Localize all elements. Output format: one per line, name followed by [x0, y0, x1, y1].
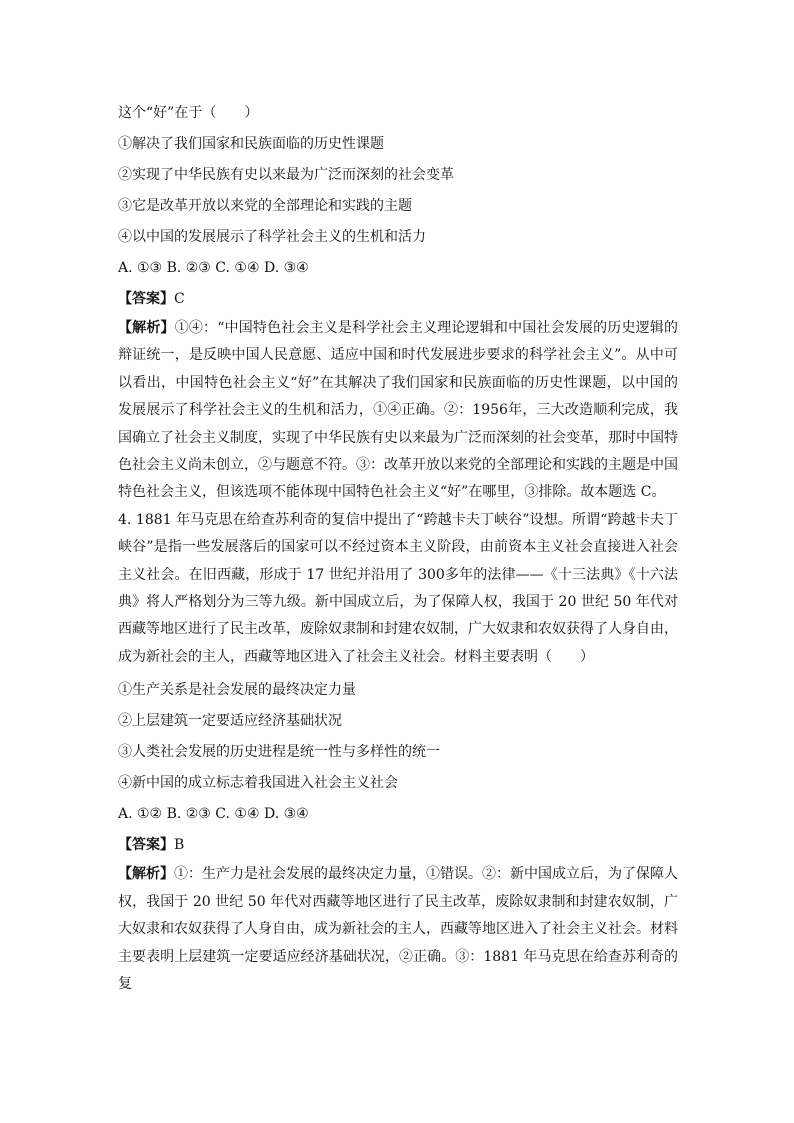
q3-analysis-text: ①④：“中国特色社会主义是科学社会主义理论逻辑和中国社会发展的历史逻辑的辩证统一，是反映中国人民意愿、适应中国和时代发展进步要求的科学社会主义”。从中可以看出，中国特色社会主义“好”在其解决了我们国家和民族面临的历史性课题，以中国的发展展示了科学社会主义的生机和活力，①④正确。②：1956年，三大改造顺利完成，我国确立了社会主义制度，实现了中华民族有史以来最为广泛而深刻的社会变革，那时中国特色社会主义尚未创立，②与题意不符。③：改革开放以来党的全部理论和实践的主题是中国特色社会主义，但该选项不能体现中国特色社会主义“好”在哪里，③排除。故本题选 C。 [118, 320, 679, 501]
q3-option-1: ①解决了我们国家和民族面临的历史性课题 [118, 136, 384, 152]
q3-answer [118, 284, 678, 315]
q4-analysis-label: 【解析】 [118, 866, 174, 883]
q4-answer [118, 830, 678, 861]
q4-stem: 4. 1881 年马克思在给查苏利奇的复信中提出了“跨越卡夫丁峡谷”设想。所谓“跨越卡夫丁峡谷”是指一些发展落后的国家可以不经过资本主义阶段，由前资本主义社会直接进入社会主义社会。在旧西藏，形成于 17 世纪并沿用了 300多年的法律——《十三法典》《十六法典》将人严格划分为三等九级。新中国成立后，为了保障人权，我国于 20 世纪 50 年代对西藏等地区进行了民主改革，废除奴隶制和封建农奴制，广大奴隶和农奴获得了人身自由，成为新社会的主人，西藏等地区进入了社会主义社会。材料主要表明（ ） [118, 511, 678, 665]
q4-answer-label: 【答案】 [118, 837, 174, 854]
q3-analysis [118, 315, 678, 507]
q4-option-4: ④新中国的成立标志着我国进入社会主义社会 [118, 775, 398, 792]
q3-option-2: ②实现了中华民族有史以来最为广泛而深刻的社会变革 [118, 167, 454, 183]
q4-analysis [118, 861, 678, 998]
q3-stem: 这个“好”在于（ ） [118, 105, 259, 121]
q3-option-3: ③它是改革开放以来党的全部理论和实践的主题 [118, 198, 412, 214]
q3-analysis-label: 【解析】 [118, 320, 175, 336]
document-page [118, 98, 678, 998]
q4-analysis-text: ①：生产力是社会发展的最终决定力量，①错误。②：新中国成立后，为了保障人权，我国于 20 世纪 50 年代对西藏等地区进行了民主改革，废除奴隶制和封建农奴制，广大奴隶和农奴获得了人身自由，成为新社会的主人，西藏等地区进入了社会主义社会。材料主要表明上层建筑一定要适应经济基础状况，②正确。③：1881 年马克思在给查苏利奇的复 [118, 866, 678, 992]
q3-option-4: ④以中国的发展展示了科学社会主义的生机和活力 [118, 229, 426, 245]
q4-option-3: ③人类社会发展的历史进程是统一性与多样性的统一 [118, 744, 440, 761]
q4-choices: A. ①② B. ②③ C. ①④ D. ③④ [118, 806, 309, 823]
q4-option-1: ①生产关系是社会发展的最终决定力量 [118, 682, 356, 699]
q3-answer-value: C [174, 291, 185, 307]
q4-option-2: ②上层建筑一定要适应经济基础状况 [118, 713, 342, 730]
q4-answer-value: B [174, 837, 185, 854]
q3-answer-label: 【答案】 [118, 291, 174, 307]
q3-choices: A. ①③ B. ②③ C. ①④ D. ③④ [118, 260, 309, 276]
